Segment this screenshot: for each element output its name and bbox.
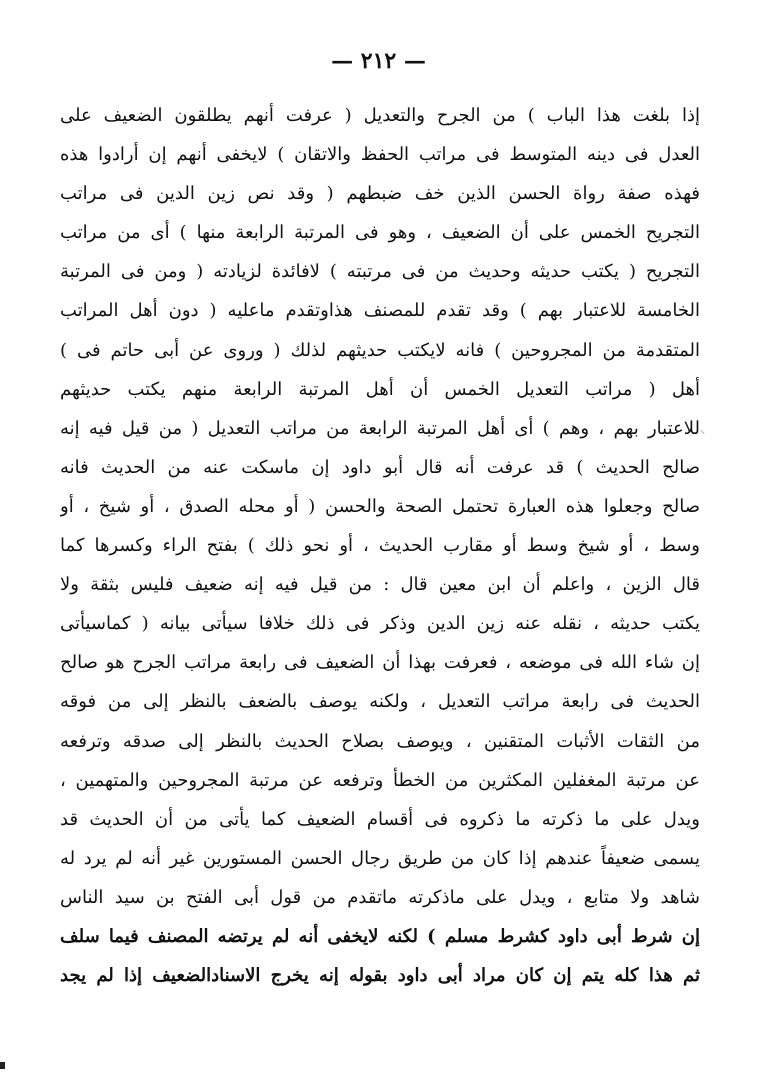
page-number: — ٢١٢ — xyxy=(331,48,426,74)
text-line: إذا بلغت هذا الباب ) من الجرح والتعديل ( عرفت أنهم يطلقون الضعيف على xyxy=(60,105,700,126)
text-line: المتقدمة من المجروحين ) فانه لايكتب حديثهم لذلك ( وروى عن أبى حاتم فى ) xyxy=(60,339,700,361)
text-line: للاعتبار بهم ، وهم ) أى أهل المرتبة الرابعة من مراتب التعديل ( من قيل فيه إنه xyxy=(60,417,700,439)
text-line: التجريح الخمس على أن الضعيف ، وهو فى المرتبة الرابعة منها ) أى من مراتب xyxy=(60,222,700,244)
text-line: العدل فى دينه المتوسط فى مراتب الحفظ والاتقان ) لايخفى أنهم إن أرادوا هذه xyxy=(60,144,700,166)
text-line: الخامسة للاعتبار بهم ) وقد تقدم للمصنف هذاوتقدم ماعليه ( دون أهل المراتب xyxy=(60,300,700,322)
body-text xyxy=(60,96,700,995)
text-line: الحديث فى رابعة مراتب التعديل ، ولكنه يوصف بالضعف بالنظر إلى من فوقه xyxy=(60,691,700,713)
text-line: وسط ، أو شيخ وسط أو مقارب الحديث ، أو نحو ذلك ) بفتح الراء وكسرها كما xyxy=(60,535,700,557)
text-line: يسمى ضعيفاً عندهم إذا كان من طريق رجال الحسن المستورين غير أنه لم يرد له xyxy=(60,847,700,869)
text-line: من الثقات الأثبات المتقنين ، ويوصف بصلاح الحديث بالنظر إلى صدقه وترفعه xyxy=(60,730,700,752)
margin-mark: ⸜ xyxy=(700,425,705,436)
edge-mark xyxy=(0,1062,5,1069)
text-line: التجريح ( يكتب حديثه وحديث من فى مرتبته ) لافائدة لزيادته ( ومن فى المرتبة xyxy=(60,261,700,283)
text-line: ثم هذا كله يتم إن كان مراد أبى داود بقوله إنه يخرج الاسنادالضعيف إذا لم يجد xyxy=(60,965,700,987)
text-line: شاهد ولا متابع ، ويدل على ماذكرته ماتقدم من قول أبى الفتح بن سيد الناس xyxy=(60,886,700,908)
text-line: عن مرتبة المغفلين المكثرين من الخطأ وترفعه عن مرتبة المجروحين والمتهمين ، xyxy=(60,769,700,791)
text-line: صالح وجعلوا هذه العبارة تحتمل الصحة والحسن ( أو محله الصدق ، أو شيخ ، أو xyxy=(60,495,700,517)
text-line: إن شرط أبى داود كشرط مسلم ) لكنه لايخفى أنه لم يرتضه المصنف فيما سلف xyxy=(60,925,700,947)
text-line: فهذه صفة رواة الحسن الذين خف ضبطهم ( وقد نص زين الدين فى مراتب xyxy=(60,183,700,205)
text-line: قال الزين ، واعلم أن ابن معين قال : من قيل فيه إنه ضعيف فليس بثقة ولا xyxy=(60,574,700,596)
text-line: ويدل على ما ذكرته ما ذكروه فى أقسام الضعيف كما يأتى من أن الحديث قد xyxy=(60,808,700,830)
text-line: أهل ( مراتب التعديل الخمس أن أهل المرتبة الرابعة منهم يكتب حديثهم xyxy=(60,378,700,400)
text-line: صالح الحديث ) قد عرفت أنه قال أبو داود إن ماسكت عنه من الحديث فانه xyxy=(60,456,700,478)
text-line: إن شاء الله فى موضعه ، فعرفت بهذا أن الضعيف فى رابعة مراتب الجرح هو صالح xyxy=(60,652,700,674)
text-line: يكتب حديثه ، نقله عنه زين الدين وذكر فى ذلك خلافا سيأتى بيانه ( كماسيأتى xyxy=(60,613,700,635)
